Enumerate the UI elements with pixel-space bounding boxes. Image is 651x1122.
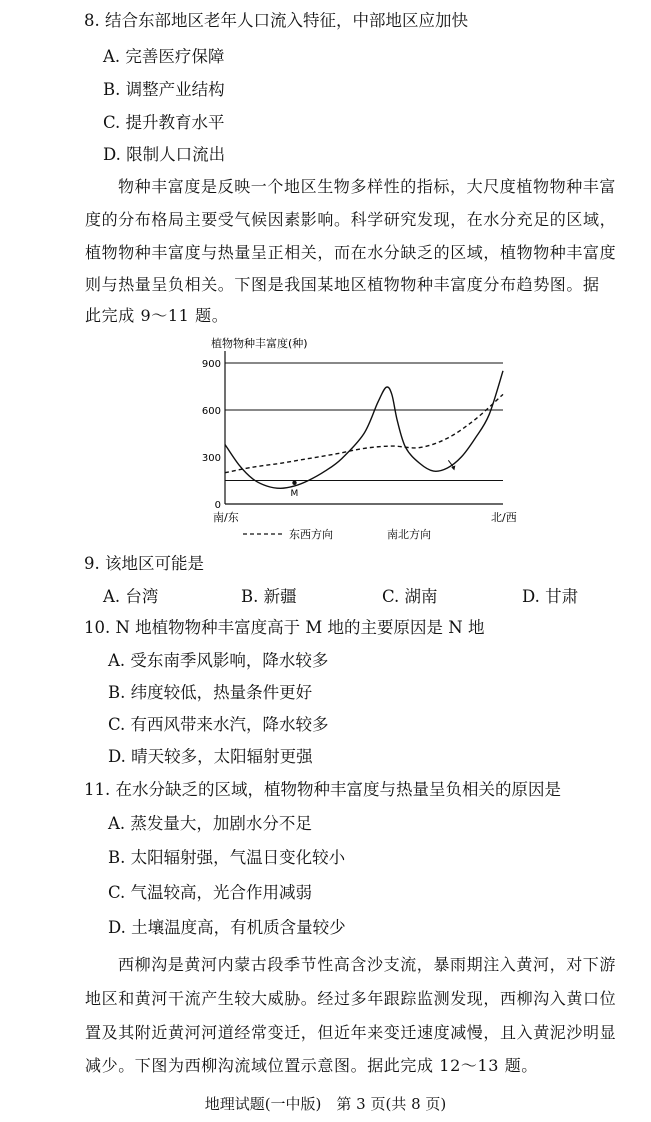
passage2-line-2: 地区和黄河干流产生较大威胁。经过多年跟踪监测发现，西柳沟入黄口位 (85, 989, 617, 1008)
q9-option-c: C. 湖南 (382, 587, 438, 606)
point-marker-m (292, 481, 296, 485)
x-axis-right-label: 北/西 (491, 511, 517, 524)
legend-label-0: 东西方向 (289, 528, 333, 541)
y-axis-label: 植物物种丰富度(种) (211, 337, 308, 350)
q9-option-b: B. 新疆 (241, 587, 297, 606)
passage2-line-3: 置及其附近黄河河道经常变迁，但近年来变迁速度减慢，且入黄泥沙明显 (85, 1023, 617, 1042)
passage2-line-1: 西柳沟是黄河内蒙古段季节性高含沙支流，暴雨期注入黄河，对下游 (118, 955, 617, 974)
y-tick-label: 600 (201, 406, 221, 417)
q8-option-b: B. 调整产业结构 (103, 80, 225, 99)
q8-option-a: A. 完善医疗保障 (103, 47, 225, 66)
passage2-line-4: 减少。下图为西柳沟流域位置示意图。据此完成 12～13 题。 (85, 1056, 538, 1075)
y-tick-label: 0 (214, 500, 221, 511)
passage1-line-5: 此完成 9～11 题。 (85, 306, 229, 325)
q9-stem: 9. 该地区可能是 (84, 554, 204, 573)
q11-stem: 11. 在水分缺乏的区域，植物物种丰富度与热量呈负相关的原因是 (84, 780, 561, 799)
point-label-m: M (290, 488, 299, 499)
q10-stem: 10. N 地植物物种丰富度高于 M 地的主要原因是 N 地 (84, 618, 485, 637)
q10-option-d: D. 晴天较多，太阳辐射更强 (108, 747, 313, 766)
passage1-line-4: 则与热量呈负相关。下图是我国某地区植物物种丰富度分布趋势图。据 (85, 275, 600, 294)
q9-option-d: D. 甘肃 (522, 587, 579, 606)
q11-option-a: A. 蒸发量大，加剧水分不足 (108, 814, 312, 833)
q10-option-a: A. 受东南季风影响，降水较多 (108, 651, 329, 670)
species-richness-chart (195, 333, 535, 543)
passage1-line-1: 物种丰富度是反映一个地区生物多样性的指标，大尺度植物物种丰富 (118, 177, 617, 196)
q10-option-c: C. 有西风带来水汽，降水较多 (108, 715, 329, 734)
q10-option-b: B. 纬度较低，热量条件更好 (108, 683, 313, 702)
q8-stem: 8. 结合东部地区老年人口流入特征，中部地区应加快 (84, 11, 468, 30)
passage1-line-2: 度的分布格局主要受气候因素影响。科学研究发现，在水分充足的区域， (85, 210, 617, 229)
legend-label-1: 南北方向 (387, 528, 431, 541)
x-axis-left-label: 南/东 (213, 511, 239, 524)
q8-option-c: C. 提升教育水平 (103, 113, 225, 132)
page-footer: 地理试题(一中版) 第 3 页(共 8 页) (204, 1095, 447, 1113)
q11-option-b: B. 太阳辐射强，气温日变化较小 (108, 848, 346, 867)
y-tick-label: 900 (201, 359, 221, 370)
y-tick-label: 300 (201, 453, 221, 464)
q11-option-d: D. 土壤温度高，有机质含量较少 (108, 918, 346, 937)
q9-option-a: A. 台湾 (103, 587, 159, 606)
q11-option-c: C. 气温较高，光合作用减弱 (108, 883, 313, 902)
series-line-1 (225, 371, 503, 488)
passage1-line-3: 植物物种丰富度与热量呈正相关，而在水分缺乏的区域，植物物种丰富度 (85, 243, 617, 262)
q8-option-d: D. 限制人口流出 (103, 145, 226, 164)
